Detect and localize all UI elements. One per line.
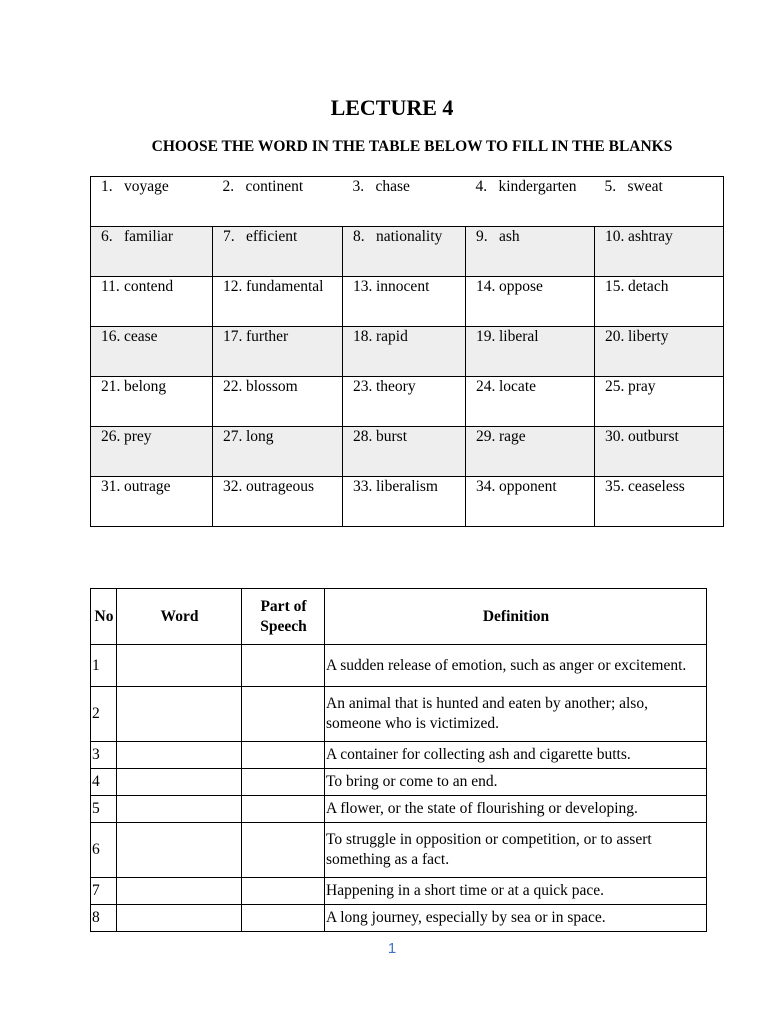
word-number: 31. xyxy=(101,478,121,495)
page-title: LECTURE 4 xyxy=(330,95,454,120)
definition-table-header-row xyxy=(91,589,707,645)
word-text: contend xyxy=(124,278,174,295)
word-number: 22. xyxy=(223,378,243,395)
word-number: 15. xyxy=(605,278,625,295)
word-text: pray xyxy=(628,378,656,395)
word-number: 25. xyxy=(605,378,625,395)
word-bank-cell xyxy=(466,427,595,477)
word-blank[interactable] xyxy=(117,796,242,823)
word-text: efficient xyxy=(246,228,298,245)
definition-text: An animal that is hunted and eaten by another; also, someone who is victimized. xyxy=(325,687,707,742)
word-text: belong xyxy=(124,378,167,395)
word-bank-cell xyxy=(213,477,343,527)
word-bank-cell xyxy=(466,277,595,327)
word-text: outrage xyxy=(124,478,171,495)
word-bank-row xyxy=(91,227,724,277)
word-bank-cell xyxy=(595,277,724,327)
word-text: ash xyxy=(499,228,520,245)
word-bank-cell xyxy=(343,427,466,477)
word-number: 35. xyxy=(605,478,625,495)
word-number: 11. xyxy=(101,278,120,295)
header-definition: Definition xyxy=(325,589,707,645)
word-number: 21. xyxy=(101,378,121,395)
word-number: 29. xyxy=(476,428,496,445)
word-number: 5. xyxy=(604,178,617,195)
definition-text: A container for collecting ash and cigarette butts. xyxy=(325,742,707,769)
word-bank-cell xyxy=(213,227,343,277)
header-word: Word xyxy=(117,589,242,645)
word-text: kindergarten xyxy=(498,178,577,195)
header-pos-line2: Speech xyxy=(260,617,307,635)
definition-row xyxy=(91,742,707,769)
word-number: 3. xyxy=(352,178,365,195)
word-bank-cell xyxy=(595,177,724,227)
word-blank[interactable] xyxy=(117,687,242,742)
word-number: 24. xyxy=(476,378,496,395)
row-number: 4 xyxy=(91,769,117,796)
word-bank-cell xyxy=(466,327,595,377)
row-number: 5 xyxy=(91,796,117,823)
row-number: 1 xyxy=(91,645,117,687)
word-bank-cell xyxy=(91,477,213,527)
word-text: nationality xyxy=(376,228,443,245)
word-bank-row xyxy=(91,177,724,227)
word-bank-cell xyxy=(466,477,595,527)
definition-row xyxy=(91,769,707,796)
row-number: 6 xyxy=(91,823,117,878)
word-number: 13. xyxy=(353,278,373,295)
word-bank-cell xyxy=(595,377,724,427)
word-text: outrageous xyxy=(246,478,315,495)
row-number: 7 xyxy=(91,878,117,905)
word-bank-cell xyxy=(595,477,724,527)
word-text: fundamental xyxy=(246,278,324,295)
word-text: further xyxy=(246,328,289,345)
word-number: 17. xyxy=(223,328,243,345)
word-blank[interactable] xyxy=(117,769,242,796)
word-text: ashtray xyxy=(628,228,673,245)
word-text: long xyxy=(246,428,274,445)
word-bank-cell xyxy=(91,177,213,227)
definition-row xyxy=(91,878,707,905)
definition-row xyxy=(91,905,707,932)
word-text: locate xyxy=(499,378,537,395)
pos-blank[interactable] xyxy=(242,878,325,905)
word-text: chase xyxy=(375,178,410,195)
word-number: 34. xyxy=(476,478,496,495)
word-number: 19. xyxy=(476,328,496,345)
word-blank[interactable] xyxy=(117,823,242,878)
definition-text: A sudden release of emotion, such as anger or excitement. xyxy=(325,645,707,687)
word-bank-cell xyxy=(595,327,724,377)
pos-blank[interactable] xyxy=(242,742,325,769)
pos-blank[interactable] xyxy=(242,905,325,932)
word-text: blossom xyxy=(246,378,298,395)
word-text: continent xyxy=(245,178,304,195)
definition-text: To bring or come to an end. xyxy=(325,769,707,796)
row-number: 8 xyxy=(91,905,117,932)
row-number: 2 xyxy=(91,687,117,742)
word-number: 2. xyxy=(222,178,235,195)
pos-blank[interactable] xyxy=(242,796,325,823)
definition-text: Happening in a short time or at a quick pace. xyxy=(325,878,707,905)
word-blank[interactable] xyxy=(117,742,242,769)
definition-table xyxy=(90,588,707,932)
pos-blank[interactable] xyxy=(242,645,325,687)
word-number: 9. xyxy=(476,228,488,245)
word-bank-cell xyxy=(343,377,466,427)
header-part-of-speech xyxy=(242,589,325,645)
word-text: detach xyxy=(628,278,669,295)
instruction-heading: CHOOSE THE WORD IN THE TABLE BELOW TO FILL IN THE BLANKS xyxy=(151,138,673,155)
word-blank[interactable] xyxy=(117,878,242,905)
page-number: 1 xyxy=(387,940,397,957)
word-number: 26. xyxy=(101,428,121,445)
word-text: rage xyxy=(499,428,526,445)
word-blank[interactable] xyxy=(117,905,242,932)
word-text: sweat xyxy=(627,178,663,195)
word-bank-cell xyxy=(213,427,343,477)
word-number: 20. xyxy=(605,328,625,345)
word-text: familiar xyxy=(124,228,174,245)
word-number: 6. xyxy=(101,228,113,245)
row-number: 3 xyxy=(91,742,117,769)
word-bank-cell xyxy=(213,377,343,427)
word-bank-row xyxy=(91,427,724,477)
word-text: cease xyxy=(124,328,158,345)
word-bank-cell xyxy=(343,477,466,527)
word-bank-cell xyxy=(343,227,466,277)
word-number: 16. xyxy=(101,328,121,345)
definition-text: A flower, or the state of flourishing or developing. xyxy=(325,796,707,823)
word-bank-cell xyxy=(213,177,343,227)
word-bank-cell xyxy=(213,327,343,377)
word-text: theory xyxy=(376,378,416,395)
definition-row xyxy=(91,823,707,878)
word-bank-row xyxy=(91,277,724,327)
word-number: 4. xyxy=(475,178,488,195)
word-number: 12. xyxy=(223,278,243,295)
header-no: No xyxy=(91,589,117,645)
word-number: 1. xyxy=(101,178,113,195)
word-number: 14. xyxy=(476,278,496,295)
word-number: 33. xyxy=(353,478,373,495)
word-number: 7. xyxy=(223,228,235,245)
word-number: 30. xyxy=(605,428,625,445)
pos-blank[interactable] xyxy=(242,823,325,878)
word-text: innocent xyxy=(376,278,430,295)
word-bank-table xyxy=(90,176,724,527)
word-bank-cell xyxy=(91,427,213,477)
word-number: 23. xyxy=(353,378,373,395)
word-bank-cell xyxy=(91,227,213,277)
word-bank-cell xyxy=(91,377,213,427)
word-text: burst xyxy=(376,428,407,445)
word-bank-cell xyxy=(343,327,466,377)
word-bank-cell xyxy=(343,277,466,327)
word-bank-cell xyxy=(466,227,595,277)
word-bank-cell xyxy=(343,177,466,227)
word-number: 28. xyxy=(353,428,373,445)
word-text: liberty xyxy=(628,328,669,345)
header-pos-line1: Part of xyxy=(260,597,307,615)
word-number: 27. xyxy=(223,428,243,445)
definition-row xyxy=(91,687,707,742)
definition-row xyxy=(91,645,707,687)
word-bank-cell xyxy=(91,277,213,327)
word-text: opponent xyxy=(499,478,557,495)
definition-text: To struggle in opposition or competition, or to assert something as a fact. xyxy=(325,823,707,878)
word-number: 32. xyxy=(223,478,243,495)
word-number: 18. xyxy=(353,328,373,345)
pos-blank[interactable] xyxy=(242,687,325,742)
word-bank-row xyxy=(91,477,724,527)
word-text: liberalism xyxy=(376,478,438,495)
word-number: 8. xyxy=(353,228,365,245)
word-text: liberal xyxy=(499,328,539,345)
word-blank[interactable] xyxy=(117,645,242,687)
word-bank-cell xyxy=(595,427,724,477)
word-text: rapid xyxy=(376,328,408,345)
word-bank-cell xyxy=(466,377,595,427)
definition-row xyxy=(91,796,707,823)
word-text: oppose xyxy=(499,278,543,295)
definition-text: A long journey, especially by sea or in space. xyxy=(325,905,707,932)
word-bank-cell xyxy=(213,277,343,327)
word-number: 10. xyxy=(605,228,625,245)
word-bank-cell xyxy=(595,227,724,277)
word-text: ceaseless xyxy=(628,478,685,495)
word-bank-cell xyxy=(466,177,595,227)
pos-blank[interactable] xyxy=(242,769,325,796)
word-bank-row xyxy=(91,377,724,427)
word-bank-row xyxy=(91,327,724,377)
word-text: outburst xyxy=(628,428,679,445)
word-text: prey xyxy=(124,428,152,445)
word-text: voyage xyxy=(124,178,169,195)
word-bank-cell xyxy=(91,327,213,377)
